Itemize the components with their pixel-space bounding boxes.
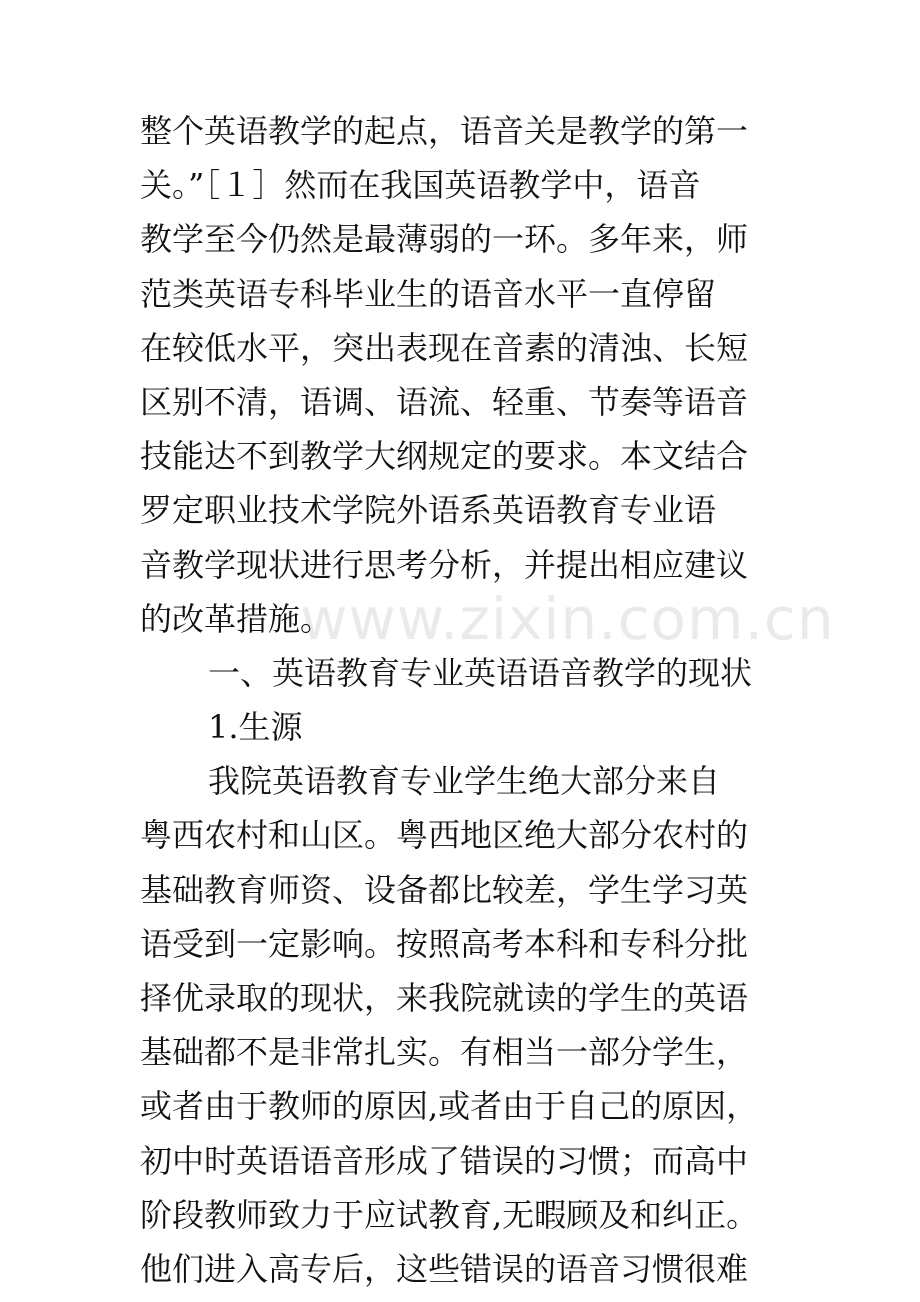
text-line: 择优录取的现状，来我院就读的学生的英语	[140, 979, 749, 1017]
text-line: 或者由于教师的原因,或者由于自己的原因，	[140, 1087, 759, 1126]
text-line: 教学至今仍然是最薄弱的一环。多年来，师	[140, 220, 749, 259]
text-line: 区别不清，语调、语流、轻重、节奏等语音	[140, 382, 749, 421]
text-line: 阶段教师致力于应试教育,无暇顾及和纠正。	[140, 1195, 759, 1234]
text-line: 音教学现状进行思考分析，并提出相应建议	[140, 545, 749, 584]
text-line: 关。”［１］然而在我国英语教学中，语音	[140, 166, 701, 205]
text-line: 语受到一定影响。按照高考本科和专科分批	[140, 924, 749, 963]
text-line: 我院英语教育专业学生绝大部分来自	[208, 762, 721, 801]
text-line: 初中时英语语音形成了错误的习惯；而高中	[140, 1141, 749, 1180]
text-line: 整个英语教学的起点，语音关是教学的第一	[140, 112, 749, 150]
section-heading: 一、英语教育专业英语语音教学的现状	[208, 653, 753, 692]
watermark: www.zixin.com.cn	[300, 585, 835, 653]
text-line: 基础教育师资、设备都比较差，学生学习英	[140, 870, 749, 909]
text-line: 粤西农村和山区。粤西地区绝大部分农村的	[140, 816, 749, 855]
text-line: 罗定职业技术学院外语系英语教育专业语	[140, 491, 717, 530]
text-line: 基础都不是非常扎实。有相当一部分学生，	[140, 1033, 749, 1072]
text-line: 的改革措施。	[140, 599, 333, 638]
text-line: 他们进入高专后，这些错误的语音习惯很难	[140, 1249, 749, 1288]
text-line: 在较低水平，突出表现在音素的清浊、长短	[140, 328, 749, 367]
subsection-heading: 1.生源	[208, 708, 303, 747]
text-line: 范类英语专科毕业生的语音水平一直停留	[140, 274, 717, 313]
body-text	[140, 104, 800, 1296]
text-line: 技能达不到教学大纲规定的要求。本文结合	[140, 437, 749, 476]
